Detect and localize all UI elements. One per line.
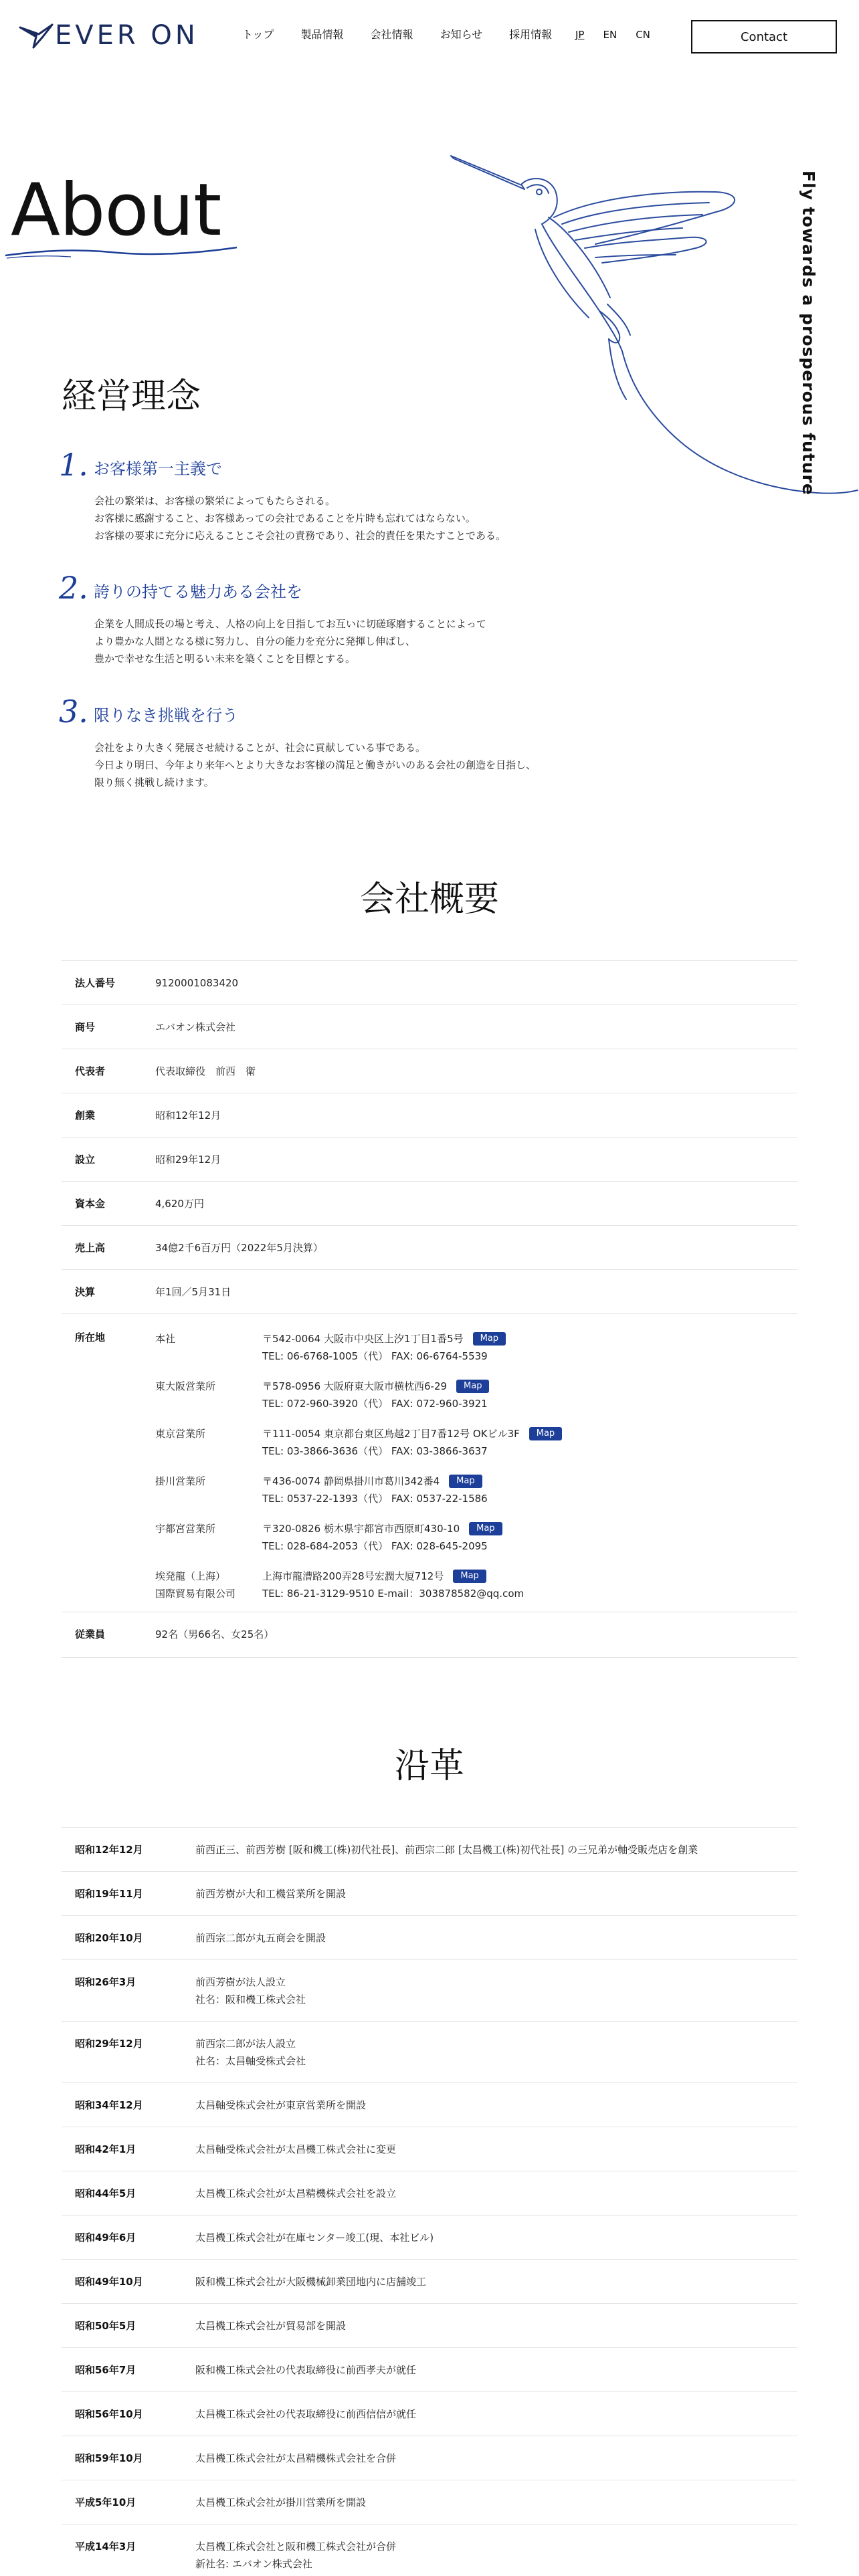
history-date: 昭和50年5月 [75,2320,136,2332]
history-event: 太昌機工株式会社が在庫センター竣工(現、本社ビル) [195,2232,434,2244]
location-address [262,1568,524,1602]
history-row [62,1960,797,2022]
overview-table [62,960,797,1658]
nav-item-recruit[interactable]: 採用情報 [509,28,553,41]
table-row [62,1182,797,1226]
location-phone: TEL: 86-21-3129-9510 E-mail：303878582@qq.com [262,1588,524,1600]
history-row [62,2436,797,2480]
history-date: 昭和59年10月 [75,2452,143,2464]
principle-line: 豊かで幸せな生活と明るい未来を築くことを目標とする。 [94,653,356,665]
history-date: 昭和44年5月 [75,2187,136,2199]
row-label: 創業 [75,1109,96,1121]
history-event [195,2035,306,2070]
history-row [62,2260,797,2304]
history-event-line: 社名：阪和機工株式会社 [195,1994,306,2006]
title-underline-swash [4,241,238,267]
principle-line: 会社をより大きく発展させ続けることが、社会に貢献している事である。 [94,742,426,754]
location-postal-address: 〒436-0074 静岡県掛川市葛川342番4 [262,1475,440,1487]
row-value: 年1回／5月31日 [155,1286,231,1298]
row-label: 法人番号 [75,977,116,989]
lang-en[interactable]: EN [603,29,617,41]
principle-title: 誇りの持てる魅力ある会社を [94,582,302,601]
location-postal-address: 〒111-0054 東京都台東区鳥越2丁目7番12号 OKビル3F [262,1428,520,1440]
history-date: 昭和19年11月 [75,1888,143,1900]
principle-item [59,570,567,675]
table-row [62,1049,797,1093]
history-row [62,2083,797,2127]
history-row [62,2480,797,2525]
location-address [262,1330,506,1365]
row-value: エバオン株式会社 [155,1021,236,1033]
principle-title: お客様第一主義で [94,459,222,478]
map-button[interactable]: Map [529,1427,562,1440]
history-event: 太昌機工株式会社が太昌精機株式会社を合併 [195,2452,397,2464]
history-date: 平成14年3月 [75,2541,136,2553]
location-phone: TEL: 03-3866-3636（代） FAX: 03-3866-3637 [262,1445,488,1457]
history-event: 太昌機工株式会社が太昌精機株式会社を設立 [195,2187,397,2199]
location-name: 本社 [155,1333,176,1345]
history-event-line: 社名：太昌軸受株式会社 [195,2055,306,2067]
history-date: 昭和56年10月 [75,2408,143,2420]
history-row [62,1828,797,1872]
philosophy-heading: 経営理念 [62,377,201,417]
history-row [62,2171,797,2216]
table-row [62,1612,797,1658]
location-address [262,1425,562,1460]
nav-item-news[interactable]: お知らせ [440,28,483,41]
contact-button[interactable]: Contact [691,20,837,53]
history-row [62,2392,797,2436]
history-date: 昭和42年1月 [75,2143,136,2155]
history-event: 前西正三、前西芳樹 [阪和機工(株)初代社長]、前西宗二郎 [太昌機工(株)初代社長] の三兄弟が軸受販売店を創業 [195,1844,698,1856]
table-row [62,1005,797,1049]
map-button[interactable]: Map [469,1522,502,1535]
table-row [62,961,797,1005]
map-button[interactable]: Map [453,1570,486,1583]
history-event-line: 前西芳樹が法人設立 [195,1976,286,1988]
history-event: 太昌機工株式会社が貿易部を開設 [195,2320,347,2332]
principle-body [94,739,536,791]
logo-text: EVER ON [55,20,199,51]
history-event: 太昌機工株式会社が掛川営業所を開設 [195,2496,367,2508]
page-title: About [11,169,221,252]
nav-item-products[interactable]: 製品情報 [300,28,344,41]
principle-number: 3. [59,693,88,730]
principle-item [59,693,567,799]
location-name: 宇都宮営業所 [155,1523,216,1535]
row-value: 昭和12年12月 [155,1109,221,1121]
history-event-line: 前西宗二郎が法人設立 [195,2038,296,2050]
table-row-locations [62,1314,797,1612]
location-address [262,1520,502,1555]
principle-line: 会社の繁栄は、お客様の繁栄によってもたらされる。 [94,495,336,507]
principle-line: 限り無く挑戦し続けます。 [94,776,214,788]
location-name: 東京営業所 [155,1428,206,1440]
row-value: 昭和29年12月 [155,1154,221,1166]
history-event: 阪和機工株式会社の代表取締役に前西孝夫が就任 [195,2364,417,2376]
row-label: 従業員 [75,1628,106,1640]
history-event: 阪和機工株式会社が大阪機械卸業団地内に店舗竣工 [195,2276,427,2288]
principle-line: 企業を人間成長の場と考え、人格の向上を目指してお互いに切磋琢磨することによって [94,618,486,630]
principle-line: 今日より明日、今年より来年へとより大きなお客様の満足と働きがいのある会社の創造を目指し、 [94,759,537,771]
history-row [62,2348,797,2392]
nav-item-company[interactable]: 会社情報 [370,28,413,41]
history-date: 昭和20年10月 [75,1932,143,1944]
lang-jp[interactable]: JP [575,29,585,41]
site-header [0,0,859,72]
history-event [195,2538,396,2573]
location-postal-address: 上海市龍漕路200弄28号宏潤大厦712号 [262,1570,444,1582]
location-phone: TEL: 028-684-2053（代） FAX: 028-645-2095 [262,1540,488,1552]
principle-title: 限りなき挑戦を行う [94,706,238,725]
principle-number: 1. [59,447,88,483]
location-name-line: 埃発龍（上海） [155,1570,226,1582]
row-value: 92名（男66名、女25名） [155,1628,274,1640]
history-date: 昭和29年12月 [75,2038,143,2050]
location-name-line: 国際貿易有限公司 [155,1588,236,1600]
map-button[interactable]: Map [449,1475,482,1488]
location-name [155,1568,235,1602]
history-event-line: 太昌機工株式会社と阪和機工株式会社が合併 [195,2541,397,2553]
history-event: 太昌機工株式会社の代表取締役に前西信信が就任 [195,2408,417,2420]
principle-line: お客様の要求に充分に応えることこそ会社の責務であり、社会的責任を果たすことである。 [94,530,506,542]
location-phone: TEL: 072-960-3920（代） FAX: 072-960-3921 [262,1398,488,1410]
table-row [62,1138,797,1182]
language-switcher [575,27,669,43]
map-button[interactable]: Map [473,1332,506,1346]
location-address [262,1378,489,1412]
history-date: 平成5年10月 [75,2496,136,2508]
history-row [62,2304,797,2348]
table-row [62,1270,797,1314]
history-heading: 沿革 [394,1746,464,1786]
hero-vertical-tagline: Fly towards a prosperous future [799,171,818,496]
location-address [262,1473,488,1507]
site-logo[interactable] [19,20,199,51]
nav-item-top[interactable]: トップ [242,28,274,41]
history-date: 昭和12年12月 [75,1844,143,1856]
history-row [62,1872,797,1916]
row-value: 9120001083420 [155,977,239,989]
history-row [62,1916,797,1960]
history-event: 前西宗二郎が丸五商会を開設 [195,1932,326,1944]
history-date: 昭和49年6月 [75,2232,136,2244]
history-date: 昭和56年7月 [75,2364,136,2376]
history-event: 前西芳樹が大和工機営業所を開設 [195,1888,347,1900]
principle-number: 2. [59,570,88,606]
row-value: 34億2千6百万円（2022年5月決算） [155,1242,323,1254]
global-nav [242,27,579,43]
principle-line: より豊かな人間となる様に努力し、自分の能力を充分に発揮し伸ばし、 [94,635,416,647]
principle-body [94,492,506,544]
history-table [62,1827,797,2576]
row-label: 設立 [75,1154,96,1166]
principle-body [94,615,486,667]
location-postal-address: 〒320-0826 栃木県宇都宮市西原町430-10 [262,1523,460,1535]
location-postal-address: 〒542-0064 大阪市中央区上汐1丁目1番5号 [262,1333,464,1345]
location-postal-address: 〒578-0956 大阪府東大阪市横枕西6-29 [262,1380,448,1392]
row-label: 決算 [75,1286,96,1298]
row-value: 代表取締役 前西 衛 [155,1065,256,1077]
history-event: 太昌軸受株式会社が太昌機工株式会社に変更 [195,2143,397,2155]
history-row [62,2525,797,2576]
row-label: 代表者 [75,1065,106,1077]
history-event-line: 新社名: エバオン株式会社 [195,2558,312,2570]
row-label: 資本金 [75,1198,106,1210]
location-name: 東大阪営業所 [155,1380,216,1392]
history-date: 昭和34年12月 [75,2099,143,2111]
overview-heading: 会社概要 [359,879,499,920]
history-row [62,2127,797,2171]
row-label: 売上高 [75,1242,106,1254]
row-value: 4,620万円 [155,1198,204,1210]
location-phone: TEL: 06-6768-1005（代） FAX: 06-6764-5539 [262,1350,488,1362]
history-event [195,1973,306,2008]
location-name: 掛川営業所 [155,1475,206,1487]
history-row [62,2022,797,2083]
principle-line: お客様に感謝すること、お客様あっての会社であることを片時も忘れてはならない。 [94,512,476,524]
row-label: 所在地 [75,1331,106,1344]
location-phone: TEL: 0537-22-1393（代） FAX: 0537-22-1586 [262,1493,488,1505]
history-date: 昭和49年10月 [75,2276,143,2288]
bird-logo-icon [19,21,54,50]
history-row [62,2216,797,2260]
row-label: 商号 [75,1021,96,1033]
map-button[interactable]: Map [456,1380,489,1393]
table-row [62,1093,797,1138]
table-row [62,1226,797,1270]
history-date: 昭和26年3月 [75,1976,136,1988]
lang-cn[interactable]: CN [636,29,650,41]
principle-item [59,447,567,552]
history-event: 太昌軸受株式会社が東京営業所を開設 [195,2099,367,2111]
